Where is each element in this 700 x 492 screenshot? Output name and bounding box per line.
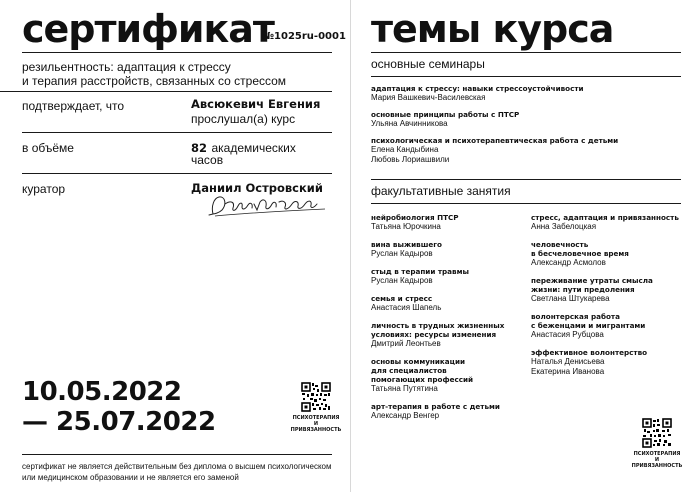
qr-code-icon bbox=[301, 382, 331, 412]
hours-unit: часов bbox=[191, 153, 224, 167]
logo-caption: ПСИХОТЕРАПИЯ И ПРИВЯЗАННОСТЬ bbox=[290, 415, 342, 433]
elective-item: семья и стресс Анастасия Шапель bbox=[371, 294, 442, 312]
course-date-start: 10.05.2022 bbox=[22, 377, 182, 407]
divider bbox=[22, 52, 332, 53]
electives-heading: факультативные занятия bbox=[371, 184, 511, 198]
electives-column-right bbox=[531, 213, 681, 377]
seminar-item: адаптация к стрессу: навыки стрессоустойчивости Мария Вашкевич-Василевская bbox=[371, 84, 584, 102]
divider bbox=[22, 132, 332, 133]
hours-word: академических bbox=[211, 141, 296, 155]
divider bbox=[22, 173, 332, 174]
elective-item: эффективное волонтерство Наталья Денисьева Екатерина Иванова bbox=[531, 348, 648, 376]
main-seminars-list bbox=[371, 84, 671, 165]
hours-number: 82 bbox=[191, 141, 208, 155]
divider bbox=[371, 179, 681, 180]
elective-item: стресс, адаптация и привязанность Анна Забелоцкая bbox=[531, 213, 679, 231]
volume-label: в объёме bbox=[22, 141, 74, 155]
elective-item: основы коммуникации для специалистов помогающих профессий Татьяна Путятина bbox=[371, 357, 474, 393]
completed-text: прослушал(а) курс bbox=[191, 112, 296, 126]
page-fold bbox=[350, 0, 351, 492]
electives-column-left bbox=[371, 213, 526, 421]
curator-name: Даниил Островский bbox=[191, 181, 323, 195]
elective-item: нейробиология ПТСР Татьяна Юрочкина bbox=[371, 213, 459, 231]
logo-caption: ПСИХОТЕРАПИЯ И ПРИВЯЗАННОСТЬ bbox=[631, 451, 683, 469]
divider bbox=[22, 454, 332, 455]
main-seminars-heading: основные семинары bbox=[371, 57, 485, 71]
validity-footnote: сертификат не является действительным без диплома о высшем психологическом или медицинском образовании и не является его заменой bbox=[22, 462, 332, 482]
certificate-title: сертификат bbox=[22, 7, 274, 51]
student-name: Авсюкевич Евгения bbox=[191, 97, 321, 111]
confirms-label: подтверждает, что bbox=[22, 99, 125, 113]
divider bbox=[371, 52, 681, 53]
topics-title: темы курса bbox=[371, 7, 614, 51]
seminar-item: психологическая и психотерапевтическая работа с детьми Елена Кандыбина Любовь Лориашвили bbox=[371, 136, 619, 164]
elective-item: человечность в бесчеловечное время Александр Асмолов bbox=[531, 240, 629, 267]
divider bbox=[371, 203, 681, 204]
elective-item: волонтерская работа с беженцами и мигрантами Анастасия Рубцова bbox=[531, 312, 646, 339]
course-date-end: — 25.07.2022 bbox=[22, 407, 216, 437]
divider bbox=[0, 91, 332, 92]
elective-item: личность в трудных жизненных условиях: ресурсы изменения Дмитрий Леонтьев bbox=[371, 321, 505, 348]
elective-item: арт-терапия в работе с детьми Александр Венгер bbox=[371, 402, 500, 420]
elective-item: вина выжившего Руслан Кадыров bbox=[371, 240, 442, 258]
course-subject: резильентность: адаптация к стрессу и терапия расстройств, связанных со стрессом bbox=[22, 60, 287, 88]
certificate-number: №1025ru-0001 bbox=[262, 31, 346, 42]
qr-code-icon bbox=[642, 418, 672, 448]
seminar-item: основные принципы работы с ПТСР Ульяна Авчинникова bbox=[371, 110, 520, 128]
elective-item: стыд в терапии травмы Руслан Кадыров bbox=[371, 267, 469, 285]
curator-label: куратор bbox=[22, 182, 66, 196]
elective-item: переживание утраты смысла жизни: пути предоления Светлана Штукарева bbox=[531, 276, 653, 303]
curator-signature bbox=[205, 192, 330, 218]
divider bbox=[371, 76, 681, 77]
